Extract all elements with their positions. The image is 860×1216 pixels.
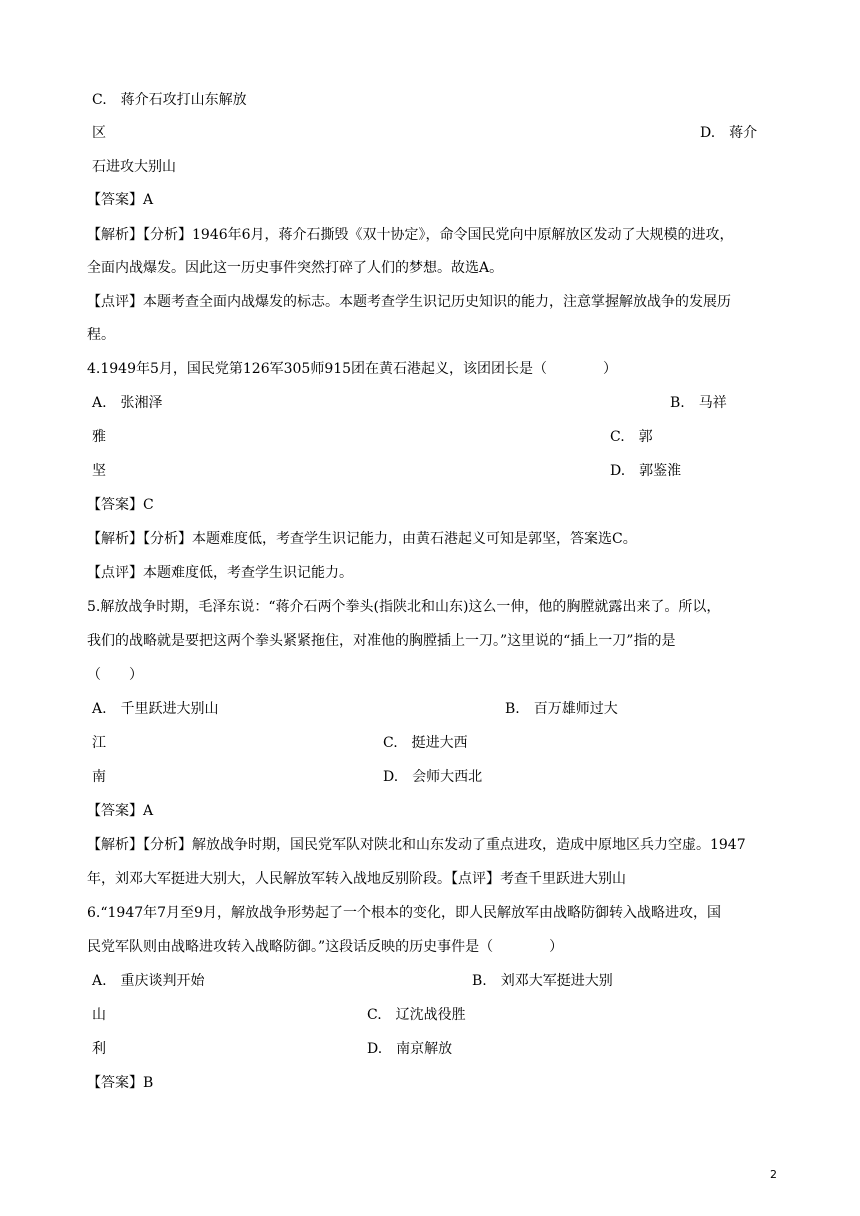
q4-option-c: C. 郭 xyxy=(610,429,653,445)
q3-analysis-line1: 【解析】【分析】1946年6月，蒋介石撕毁《双十协定》，命令国民党向中原解放区发动了大规模的进攻， xyxy=(87,227,734,243)
q3-answer: 【答案】A xyxy=(87,192,154,208)
q5-stem-line2: 我们的战略就是要把这两个拳头紧紧拖住，对准他的胸膛插上一刀。”这里说的“插上一刀”指的是 xyxy=(87,633,676,649)
q3-comment-line1: 【点评】本题考查全面内战爆发的标志。本题考查学生识记历史知识的能力，注意掌握解放战争的发展历 xyxy=(87,294,731,310)
q4-analysis: 【解析】【分析】本题难度低，考查学生识记能力，由黄石港起义可知是郭坚，答案选C。 xyxy=(87,531,637,547)
q5-option-a: A. 千里跃进大别山 xyxy=(92,701,219,717)
q4-option-a: A. 张湘泽 xyxy=(92,395,163,411)
q5-stem-line1: 5.解放战争时期，毛泽东说：“蒋介石两个拳头(指陕北和山东)这么一伸，他的胸膛就露出来了。所以， xyxy=(87,599,721,615)
q4-option-b-wrap: 雅 xyxy=(92,429,106,445)
q4-option-d: D. 郭鉴淮 xyxy=(610,463,682,479)
page-number: 2 xyxy=(770,1168,777,1181)
q5-option-d: D. 会师大西北 xyxy=(383,769,483,785)
q4-stem: 4.1949年5月，国民党第126军305师915团在黄石港起义，该团团长是（ ） xyxy=(87,361,618,377)
q5-analysis-line1: 【解析】【分析】解放战争时期，国民党军队对陕北和山东发动了重点进攻，造成中原地区兵力空虚。1947 xyxy=(87,837,746,853)
q5-answer: 【答案】A xyxy=(87,803,154,819)
q5-analysis-line2: 年，刘邓大军挺进大别大，人民解放军转入战地反别阶段。【点评】考查千里跃进大别山 xyxy=(87,871,626,887)
q5-stem-line3: （ ） xyxy=(87,667,143,683)
q3-comment-line2: 程。 xyxy=(87,327,115,343)
q3-option-d: D. 蒋介 xyxy=(700,125,758,141)
q6-stem-line2: 民党军队则由战略进攻转入战略防御。”这段话反映的历史事件是（ ） xyxy=(87,939,564,955)
q5-option-c: C. 挺进大西 xyxy=(383,735,468,751)
q6-stem-line1: 6.“1947年7月至9月，解放战争形势起了一个根本的变化，即人民解放军由战略防御转入战略进攻，国 xyxy=(87,905,721,921)
q6-option-b: B. 刘邓大军挺进大别 xyxy=(472,973,613,989)
q3-analysis-line2: 全面内战爆发。因此这一历史事件突然打碎了人们的梦想。故选A。 xyxy=(87,260,504,276)
q6-option-a: A. 重庆谈判开始 xyxy=(92,973,205,989)
q5-option-b: B. 百万雄师过大 xyxy=(505,701,618,717)
q4-option-b: B. 马祥 xyxy=(670,395,727,411)
q5-option-b-wrap: 江 xyxy=(92,735,106,751)
q4-comment: 【点评】本题难度低，考查学生识记能力。 xyxy=(87,565,353,581)
q5-option-c-wrap: 南 xyxy=(92,769,106,785)
q6-option-c: C. 辽沈战役胜 xyxy=(367,1007,466,1023)
q6-option-d: D. 南京解放 xyxy=(367,1041,453,1057)
q6-option-c-wrap: 利 xyxy=(92,1041,106,1057)
q4-option-c-wrap: 坚 xyxy=(92,463,106,479)
q3-option-d-wrap: 石进攻大别山 xyxy=(92,159,176,175)
q3-option-c-wrap: 区 xyxy=(92,125,106,141)
q3-option-c: C. 蒋介石攻打山东解放 xyxy=(92,92,247,108)
q4-answer: 【答案】C xyxy=(87,497,154,513)
q6-option-b-wrap: 山 xyxy=(92,1007,106,1023)
q6-answer: 【答案】B xyxy=(87,1075,154,1091)
